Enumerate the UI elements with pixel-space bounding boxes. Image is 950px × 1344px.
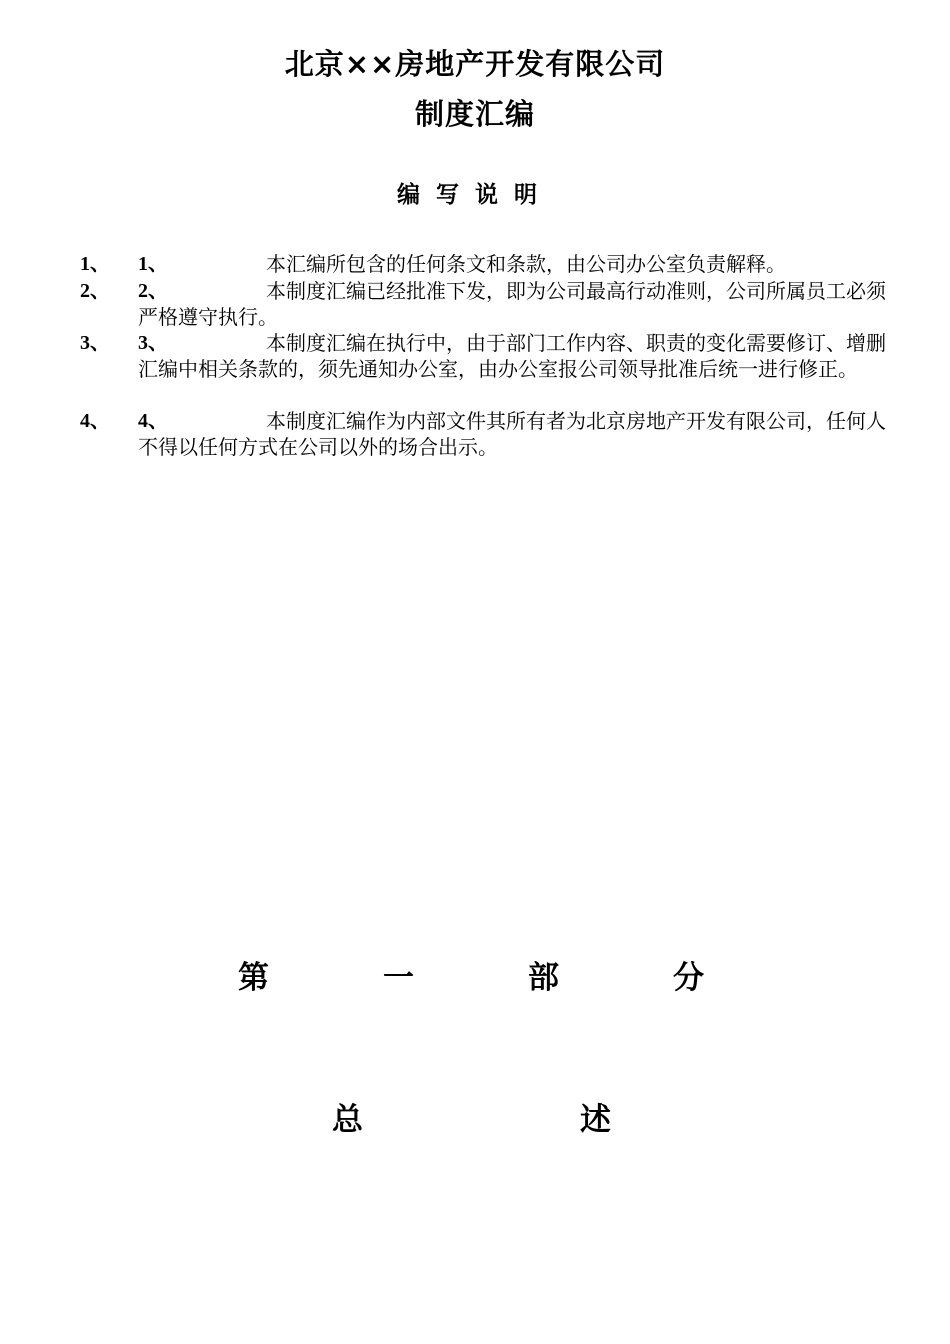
part-char: 部 bbox=[528, 960, 559, 996]
item-number-outer: 3、 bbox=[80, 332, 110, 354]
item-text: 本制度汇编已经批准下发，即为公司最高行动准则，公司所属员工必须严格遵守执行。 bbox=[138, 279, 886, 329]
item-text: 本制度汇编作为内部文件其所有者为北京房地产开发有限公司，任何人不得以任何方式在公司以外的场合出示。 bbox=[138, 409, 886, 459]
item-text: 本汇编所包含的任何条文和条款，由公司办公室负责解释。 bbox=[266, 252, 786, 276]
item-number-outer: 2、 bbox=[80, 280, 110, 302]
part-char: 第 bbox=[238, 960, 269, 996]
item-number-outer: 4、 bbox=[80, 410, 110, 432]
overview-char: 述 bbox=[580, 1102, 611, 1138]
document-subtitle: 制度汇编 bbox=[414, 97, 535, 131]
item-number-inner: 1、 bbox=[138, 253, 168, 275]
overview-char: 总 bbox=[332, 1102, 363, 1138]
item-number-inner: 4、 bbox=[138, 410, 168, 432]
item-number-inner: 3、 bbox=[138, 332, 168, 354]
item-number-outer: 1、 bbox=[80, 253, 110, 275]
document-title: 北京××房地产开发有限公司 bbox=[284, 47, 666, 81]
part-char: 分 bbox=[673, 960, 704, 996]
item-number-inner: 2、 bbox=[138, 280, 168, 302]
part-char: 一 bbox=[383, 960, 414, 996]
section-heading: 编写说明 bbox=[397, 182, 553, 208]
item-text: 本制度汇编在执行中，由于部门工作内容、职责的变化需要修订、增删汇编中相关条款的，须先通知办公室，由办公室报公司领导批准后统一进行修正。 bbox=[138, 331, 886, 381]
